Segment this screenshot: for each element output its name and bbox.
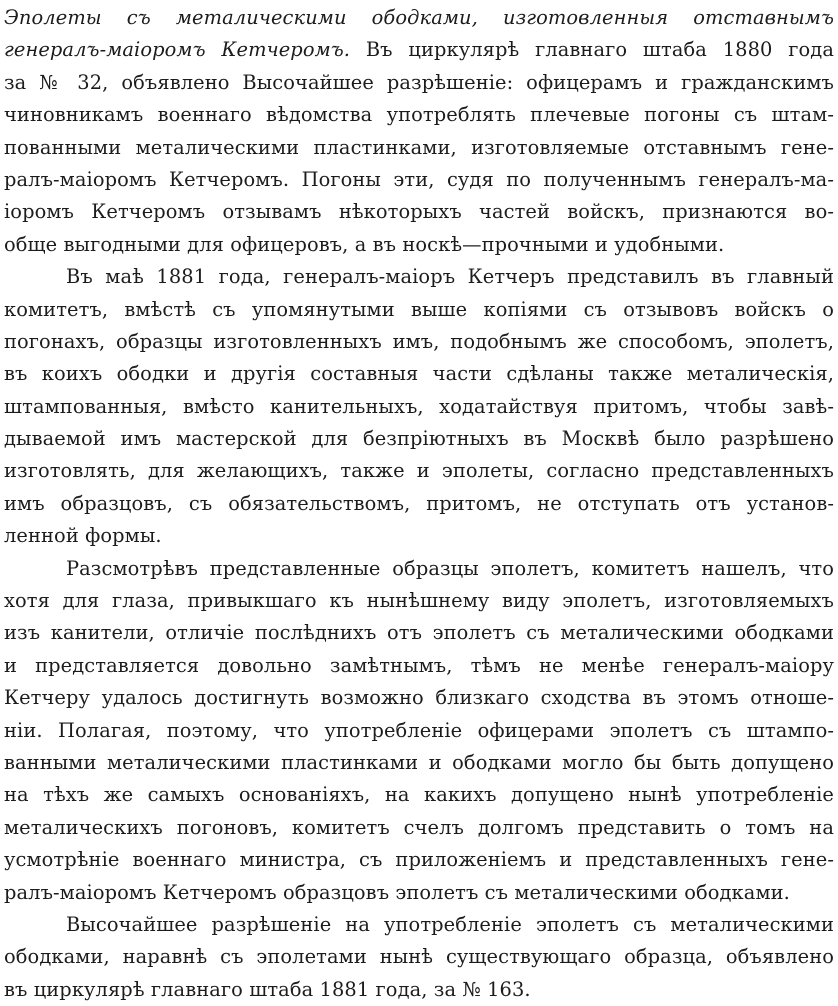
text-line <box>4 812 834 844</box>
body-text: изъ канители, отличіе послѣднихъ отъ эполетъ съ металическими ободками <box>4 621 834 645</box>
body-text: ніи. Полагая, поэтому, что употребленіе офицерами эполетъ съ штампо- <box>4 718 834 742</box>
body-text: металическихъ погоновъ, комитетъ счелъ долгомъ представить о томъ на <box>4 815 834 839</box>
body-text: ободками, наравнѣ съ эполетами нынѣ существующаго образца, объявлено <box>4 945 834 969</box>
text-line <box>4 423 834 455</box>
body-text: дываемой имъ мастерской для безпріютныхъ въ Москвѣ было разрѣшено <box>4 427 834 451</box>
body-text: комитетъ, вмѣстѣ съ упомянутыми выше копіями съ отзывовъ войскъ о <box>4 297 834 321</box>
text-line <box>4 941 834 973</box>
text-line <box>4 553 834 585</box>
text-line <box>4 520 834 552</box>
body-text: ленной формы. <box>4 524 162 548</box>
body-text: хотя для глаза, привыкшаго къ нынѣшнему виду эполетъ, изготовляемыхъ <box>4 589 834 613</box>
paragraph <box>4 909 834 1006</box>
body-text: іоромъ Кетчеромъ отзывамъ нѣкоторыхъ частей войскъ, признаются во- <box>4 200 834 224</box>
text-line <box>4 196 834 228</box>
text-line <box>4 585 834 617</box>
body-text: Въ маѣ 1881 года, генералъ-маіоръ Кетчеръ представилъ въ главный <box>66 265 834 289</box>
body-text: Разсмотрѣвъ представленные образцы эполетъ, комитетъ нашелъ, что <box>66 556 834 580</box>
body-text: Высочайшее разрѣшеніе на употребленіе эполетъ съ металическими <box>66 912 834 936</box>
text-line <box>4 99 834 131</box>
text-line <box>4 358 834 390</box>
body-text: штампованныя, вмѣсто канительныхъ, ходатайствуя притомъ, чтобы завѣ- <box>4 394 834 418</box>
text-line <box>4 682 834 714</box>
text-line <box>4 455 834 487</box>
body-text: изготовлять, для желающихъ, также и эполеты, согласно представленныхъ <box>4 459 834 483</box>
text-line <box>4 294 834 326</box>
text-line <box>4 34 834 66</box>
text-line <box>4 909 834 941</box>
text-line <box>4 261 834 293</box>
body-text: и представляется довольно замѣтнымъ, тѣмъ не менѣе генералъ-маіору <box>4 653 834 677</box>
text-line <box>4 877 834 909</box>
paragraph <box>4 261 834 553</box>
body-text: Кетчеру удалось достигнуть возможно близкаго сходства въ этомъ отноше- <box>4 686 834 710</box>
paragraph <box>4 553 834 909</box>
body-text: погонахъ, образцы изготовленныхъ имъ, подобнымъ же способомъ, эполетъ, <box>4 329 834 353</box>
body-text: ванными металическими пластинками и ободками могло бы быть допущено <box>4 750 834 774</box>
body-text: ралъ-маіоромъ Кетчеромъ образцовъ эполетъ съ металическими ободками. <box>4 880 790 904</box>
text-line <box>4 164 834 196</box>
text-line <box>4 715 834 747</box>
text-line <box>4 488 834 520</box>
body-text: ралъ-маіоромъ Кетчеромъ. Погоны эти, судя по полученнымъ генералъ-ма- <box>4 167 834 191</box>
body-text: въ циркулярѣ главнаго штаба 1881 года, за № 163. <box>4 977 531 1001</box>
text-line <box>4 779 834 811</box>
body-text: пованными металическими пластинками, изготовляемые отставнымъ гене- <box>4 135 834 159</box>
text-body <box>4 2 834 1006</box>
text-line <box>4 2 834 34</box>
text-line <box>4 747 834 779</box>
text-line <box>4 617 834 649</box>
italic-heading-text: генералъ-маіоромъ Кетчеромъ. <box>4 38 351 62</box>
text-line <box>4 132 834 164</box>
body-text: въ коихъ ободки и другія составныя части сдѣланы также металическія, <box>4 362 834 386</box>
body-text: на тѣхъ же самыхъ основаніяхъ, на какихъ допущено нынѣ употребленіе <box>4 783 834 807</box>
text-line <box>4 229 834 261</box>
body-text: за № 32, объявлено Высочайшее разрѣшеніе: офицерамъ и гражданскимъ <box>4 70 834 94</box>
text-line <box>4 974 834 1006</box>
text-line <box>4 844 834 876</box>
text-line <box>4 650 834 682</box>
text-line <box>4 67 834 99</box>
body-text: имъ образцовъ, съ обязательствомъ, притомъ, не отступать отъ установ- <box>4 491 834 515</box>
text-line <box>4 391 834 423</box>
body-text: Въ циркулярѣ главнаго штаба 1880 года <box>350 38 834 62</box>
body-text: усмотрѣніе военнаго министра, съ приложеніемъ и представленныхъ гене- <box>4 848 834 872</box>
text-line <box>4 326 834 358</box>
body-text: обще выгодными для офицеровъ, а въ носкѣ—прочными и удобными. <box>4 232 725 256</box>
paragraph <box>4 2 834 261</box>
body-text: чиновникамъ военнаго вѣдомства употреблять плечевые погоны съ штам- <box>4 103 834 127</box>
italic-heading-text: Эполеты съ металическими ободками, изготовленныя отставнымъ <box>4 6 834 29</box>
